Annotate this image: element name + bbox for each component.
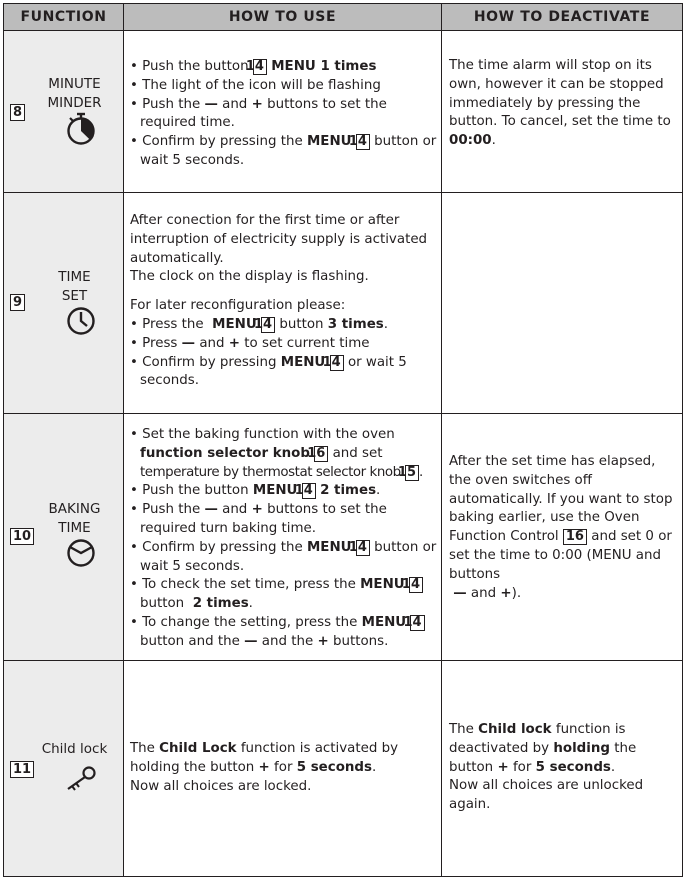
row-number: 10 [10, 528, 34, 545]
deactivate-text: The time alarm will stop on its own, however it can be stopped immediately by pressing the button. To cancel, set the time to [449, 58, 671, 130]
how-to-deactivate-cell [442, 193, 683, 414]
info-paragraph: The clock on the display is flashing. [130, 269, 369, 285]
instruction-item: • Confirm by pressing MENU 14 or wait 5 seconds. [130, 354, 407, 389]
function-name-line-2: TIME [58, 519, 91, 536]
header-how-to-use: HOW TO USE [124, 4, 442, 31]
reference-box: 14 [409, 577, 423, 593]
info-paragraph: For later reconfiguration please: [130, 298, 346, 314]
reference-box: 14 [253, 59, 267, 75]
function-name [30, 75, 119, 112]
minus-icon: — [204, 502, 218, 518]
how-to-use-cell: The Child Lock function is activated by holding the button + for 5 seconds. Now all choices are locked. [124, 661, 442, 877]
function-name-line-1: TIME [58, 269, 91, 285]
how-to-deactivate-cell: The time alarm will stop on its own, however it can be stopped immediately by pressing the button. To cancel, set the time to 00:00. [442, 31, 683, 193]
reference-box: 16 [563, 529, 587, 545]
table-row [4, 193, 683, 414]
how-to-use-cell [124, 31, 442, 193]
function-cell-time-set [4, 193, 124, 414]
how-to-deactivate-cell: After the set time has elapsed, the oven switches off automatically. If you want to stop baking earlier, use the Oven Function Control 16 and set 0 or set the time to 0:00 (MENU and buttons — and +). [442, 414, 683, 661]
table-row [4, 31, 683, 193]
functions-table [3, 3, 683, 877]
table-row [4, 661, 683, 877]
function-name-line-2: MINDER [47, 94, 102, 111]
function-name-line-1: BAKING [48, 501, 101, 517]
instruction-item: • Push the button MENU 14 2 times. [130, 483, 381, 499]
plus-icon: + [317, 633, 329, 649]
instruction-item: • Confirm by pressing the MENU 14 button or wait 5 seconds. [130, 134, 437, 168]
info-paragraph: Now all choices are unlocked again. [449, 778, 644, 813]
clock-icon [66, 306, 96, 336]
reference-box: 14 [302, 483, 316, 499]
baking-time-icon [66, 538, 96, 568]
deactivate-time: 00:00 [449, 133, 492, 149]
instruction-item: • To change the setting, press the MENU 14 button and the — and the + buttons. [130, 614, 437, 652]
function-name [30, 500, 119, 537]
function-cell-child-lock [4, 661, 124, 877]
plus-icon: + [497, 759, 509, 775]
deactivate-text: After the set time has elapsed, the oven switches off automatically. If you want to stop baking earlier, use the Oven Function Control [449, 454, 673, 545]
reference-box: 14 [356, 540, 370, 556]
instruction-item: • Press the MENU 14 button 3 times. [130, 316, 389, 332]
reference-box: 16 [314, 446, 328, 462]
instruction-item: • Confirm by pressing the MENU 14 button or wait 5 seconds. [130, 539, 437, 574]
how-to-deactivate-cell: The Child lock function is deactivated by holding the button + for 5 seconds. Now all choices are unlocked again. [442, 661, 683, 877]
key-icon [64, 765, 98, 793]
header-how-to-deactivate: HOW TO DEACTIVATE [442, 4, 683, 31]
instruction-item: • Press — and + to set current time [130, 335, 370, 351]
plus-icon: + [258, 759, 270, 775]
instruction-item: • The light of the icon will be flashing [130, 77, 381, 93]
how-to-use-cell [124, 193, 442, 414]
reference-box: 15 [405, 465, 419, 481]
minus-icon: — [181, 335, 196, 351]
info-paragraph: Now all choices are locked. [130, 778, 312, 794]
reference-box: 14 [330, 355, 344, 371]
row-number: 9 [10, 294, 25, 311]
table-header-row [4, 4, 683, 31]
how-to-use-cell [124, 414, 442, 661]
function-cell-minute-minder [4, 31, 124, 193]
plus-icon: + [500, 585, 512, 601]
minus-icon: — [204, 96, 218, 112]
row-number: 8 [10, 104, 25, 121]
plus-icon: + [251, 502, 263, 518]
function-name-line-1: MINUTE [48, 76, 101, 92]
plus-icon: + [228, 335, 241, 351]
minus-icon: — [453, 585, 467, 601]
row-number: 11 [10, 761, 34, 778]
function-name [30, 268, 119, 305]
header-function: FUNCTION [4, 4, 124, 31]
instruction-item: • Set the baking function with the oven function selector knob 16 and set temperature by thermostat selector knob 15 . [130, 427, 424, 480]
reference-box: 14 [261, 317, 275, 333]
timer-icon [65, 112, 97, 146]
plus-icon: + [251, 96, 263, 112]
minus-icon: — [244, 633, 258, 649]
instruction-item: • Push the — and + buttons to set the required turn baking time. [130, 502, 387, 536]
info-paragraph: After conection for the first time or after interruption of electricity supply is activated automatically. [130, 213, 428, 266]
reference-box: 14 [410, 615, 424, 631]
table-row [4, 414, 683, 661]
instruction-item: • Push the button 14 MENU 1 times [130, 59, 377, 74]
instruction-item: • To check the set time, press the MENU 14 button 2 times. [130, 576, 437, 614]
function-name-line-1: Child lock [41, 741, 108, 757]
function-name [30, 740, 119, 759]
instruction-item: • Push the — and + buttons to set the required time. [130, 96, 387, 131]
reference-box: 14 [356, 134, 370, 150]
function-name-line-2: SET [61, 287, 88, 304]
function-cell-baking-time [4, 414, 124, 661]
